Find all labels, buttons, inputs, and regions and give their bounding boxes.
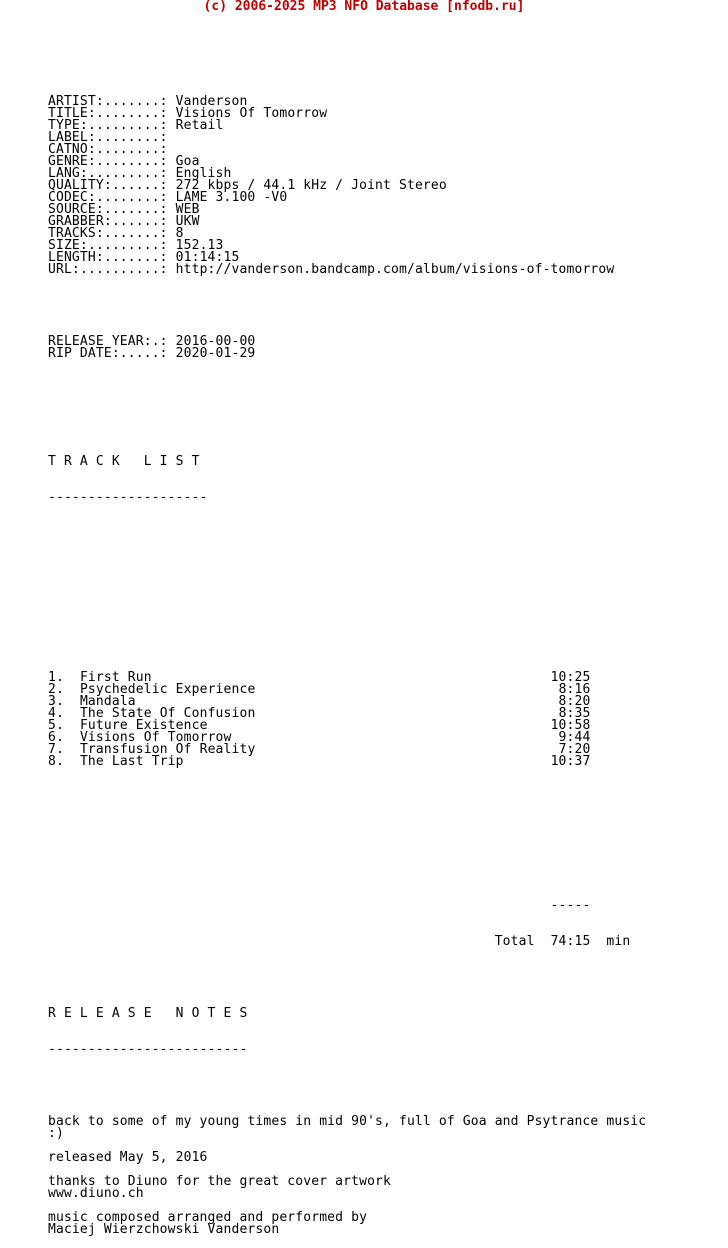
tag-label: TITLE:........: (48, 106, 168, 121)
tag-value: http://vanderson.bandcamp.com/album/visions-of-tomorrow (175, 262, 615, 277)
track-title: The Last Trip (79, 754, 184, 769)
track-title: Mandala (79, 694, 136, 709)
total-value: 74:15 (550, 934, 591, 949)
tag-value: English (175, 166, 232, 181)
tag-value: Retail (175, 118, 224, 133)
track-number: 2. (48, 682, 64, 697)
total-label: Total (494, 934, 535, 949)
date-list (48, 336, 646, 360)
track-time: 9:44 (558, 730, 591, 745)
tracklist-underline: -------------------- (48, 490, 208, 505)
tag-list (48, 96, 646, 276)
notes-line: Maciej Wierzchowski Vanderson (48, 1222, 280, 1237)
total-rule-line (48, 900, 646, 912)
track-title: Transfusion Of Reality (79, 742, 256, 757)
track-number: 8. (48, 754, 64, 769)
tag-label: CODEC:........: (48, 190, 168, 205)
tag-label: GENRE:........: (48, 154, 168, 169)
tag-label: QUALITY:......: (48, 178, 168, 193)
date-label: RELEASE YEAR:.: (48, 334, 168, 349)
tracklist-heading: T R A C K L I S T (48, 454, 200, 469)
track-number: 3. (48, 694, 64, 709)
track-title: Visions Of Tomorrow (79, 730, 232, 745)
track-time: 7:20 (558, 742, 591, 757)
tag-value: Vanderson (175, 94, 248, 109)
tag-row (48, 264, 646, 276)
tag-label: GRABBER:......: (48, 214, 168, 229)
notes-line: released May 5, 2016 (48, 1150, 208, 1165)
date-value: 2020-01-29 (175, 346, 256, 361)
date-row (48, 348, 646, 360)
track-time: 10:25 (550, 670, 591, 685)
notes-line: :) (48, 1126, 64, 1141)
track-time: 10:58 (550, 718, 591, 733)
notes-underline: ------------------------- (48, 1042, 248, 1057)
tag-label: LENGTH:.......: (48, 250, 168, 265)
tag-label: ARTIST:.......: (48, 94, 168, 109)
tag-label: SIZE:.........: (48, 238, 168, 253)
tag-value: 272 kbps / 44.1 kHz / Joint Stereo (175, 178, 447, 193)
tag-label: TRACKS:.......: (48, 226, 168, 241)
track-list (48, 672, 646, 768)
tag-value: 8 (175, 226, 184, 241)
tag-value: 01:14:15 (175, 250, 240, 265)
notes-line: music composed arranged and performed by (48, 1210, 368, 1225)
notes-line: thanks to Diuno for the great cover artwork (48, 1174, 391, 1189)
tag-label: CATNO:........: (48, 142, 168, 157)
tag-value: Goa (175, 154, 200, 169)
tag-value: WEB (175, 202, 200, 217)
tag-label: LABEL:........: (48, 130, 168, 145)
notes-heading: R E L E A S E N O T E S (48, 1006, 248, 1021)
total-unit: min (606, 934, 631, 949)
track-title: First Run (79, 670, 152, 685)
total-line (48, 936, 646, 948)
tag-value: 152.13 (175, 238, 224, 253)
tag-value: UKW (175, 214, 200, 229)
tag-label: SOURCE:.......: (48, 202, 168, 217)
release-notes (48, 1116, 646, 1236)
track-time: 8:35 (558, 706, 591, 721)
track-number: 1. (48, 670, 64, 685)
tag-value: Visions Of Tomorrow (175, 106, 328, 121)
nfo-text (48, 36, 646, 1248)
track-number: 5. (48, 718, 64, 733)
tag-value: LAME 3.100 -V0 (175, 190, 288, 205)
date-label: RIP DATE:.....: (48, 346, 168, 361)
track-title: Psychedelic Experience (79, 682, 256, 697)
total-rule: ----- (550, 898, 591, 913)
tag-label: URL:..........: (48, 262, 168, 277)
track-number: 7. (48, 742, 64, 757)
track-time: 10:37 (550, 754, 591, 769)
track-time: 8:20 (558, 694, 591, 709)
site-header: (c) 2006-2025 MP3 NFO Database [nfodb.ru] (203, 0, 525, 14)
date-value: 2016-00-00 (175, 334, 256, 349)
track-number: 4. (48, 706, 64, 721)
track-number: 6. (48, 730, 64, 745)
notes-line: back to some of my young times in mid 90's, full of Goa and Psytrance music (48, 1114, 647, 1129)
track-row (48, 756, 646, 768)
notes-line: www.diuno.ch (48, 1186, 144, 1201)
track-time: 8:16 (558, 682, 591, 697)
track-title: Future Existence (79, 718, 208, 733)
tag-label: TYPE:.........: (48, 118, 168, 133)
track-title: The State Of Confusion (79, 706, 256, 721)
tag-label: LANG:.........: (48, 166, 168, 181)
